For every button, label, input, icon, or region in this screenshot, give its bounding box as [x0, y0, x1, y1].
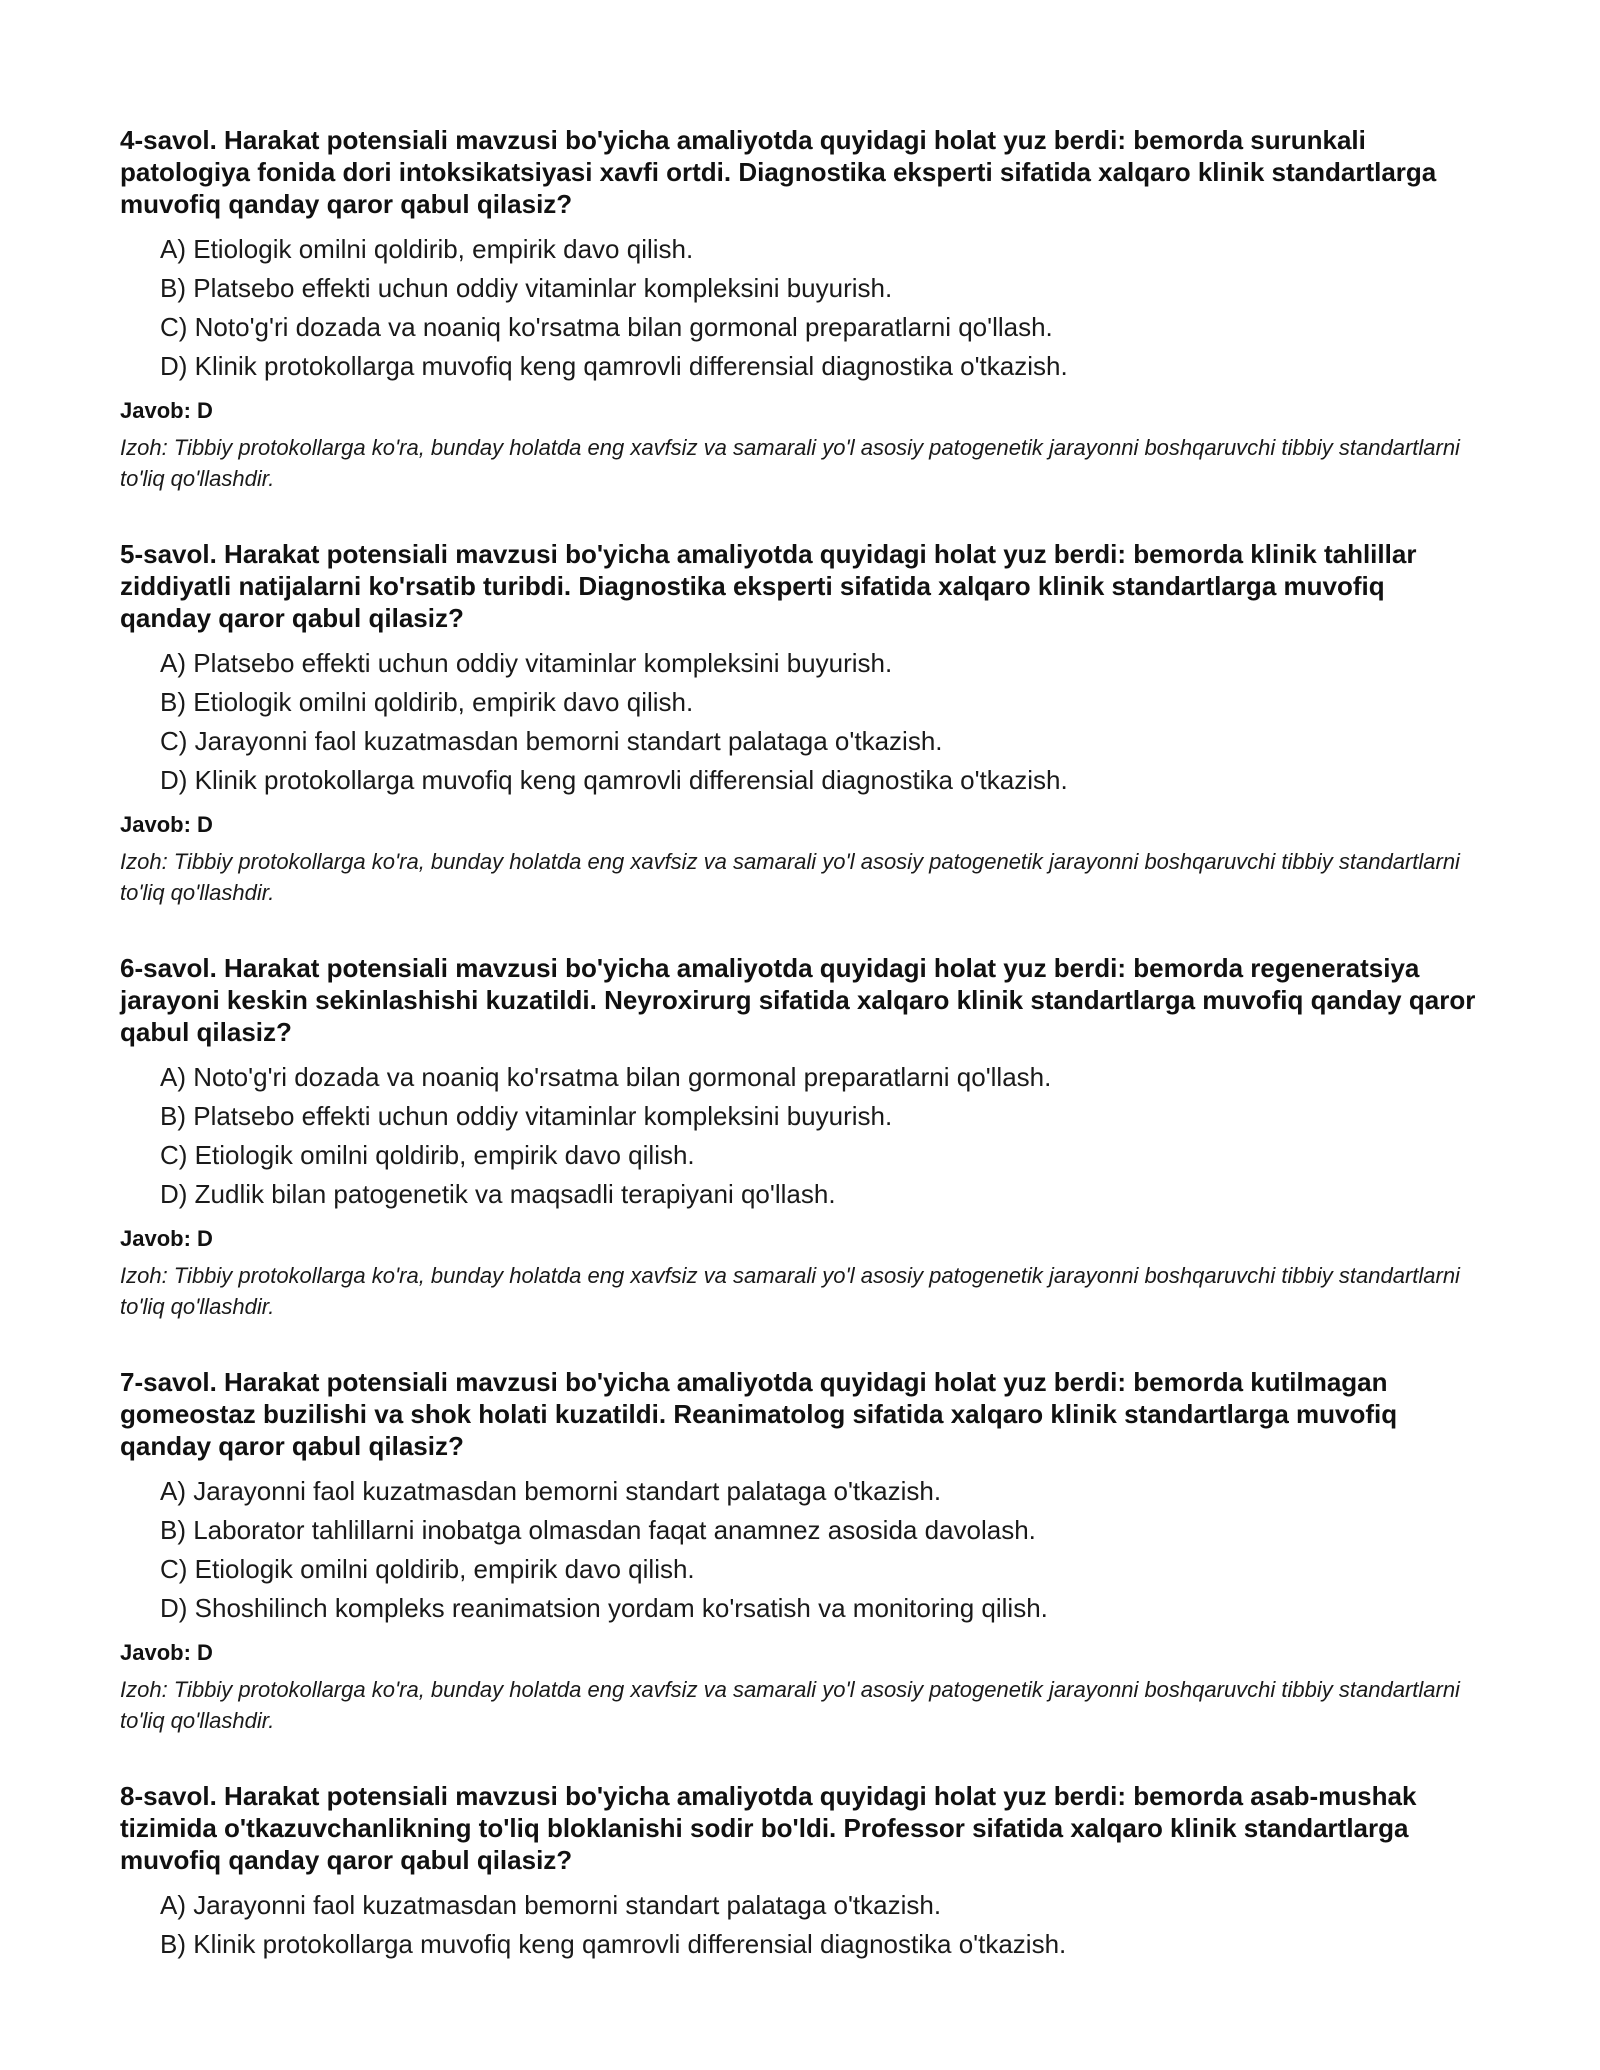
option-b: B) Laborator tahlillarni inobatga olmasdan faqat anamnez asosida davolash. [160, 1515, 1036, 1545]
option-c: C) Etiologik omilni qoldirib, empirik davo qilish. [160, 1554, 695, 1584]
question-text: 8-savol. Harakat potensiali mavzusi bo'yicha amaliyotda quyidagi holat yuz berdi: bemorda asab-mushak tizimida o'tkazuvchanlikning to'liq bloklanishi sodir bo'ldi. Professor sifatida xalqaro klinik standartlarga muvofiq qanday qaror qabul qilasiz? [120, 1781, 1417, 1875]
options-list [120, 1886, 1480, 1964]
explanation-text: Izoh: Tibbiy protokollarga ko'ra, bunday holatda eng xavfsiz va samarali yo'l asosiy patogenetik jarayonni boshqaruvchi tibbiy standartlarni to'liq qo'llashdir. [120, 849, 1460, 905]
option-d: D) Klinik protokollarga muvofiq keng qamrovli differensial diagnostika o'tkazish. [160, 765, 1068, 795]
answer-text: Javob: D [120, 1226, 213, 1251]
option-c: C) Noto'g'ri dozada va noaniq ko'rsatma bilan gormonal preparatlarni qo'llash. [160, 312, 1053, 342]
option-b: B) Klinik protokollarga muvofiq keng qamrovli differensial diagnostika o'tkazish. [160, 1929, 1067, 1959]
option-a: A) Etiologik omilni qoldirib, empirik davo qilish. [160, 234, 694, 264]
question-text: 4-savol. Harakat potensiali mavzusi bo'yicha amaliyotda quyidagi holat yuz berdi: bemorda surunkali patologiya fonida dori intoksikatsiyasi xavfi ortdi. Diagnostika eksperti sifatida xalqaro klinik standartlarga muvofiq qanday qaror qabul qilasiz? [120, 125, 1437, 219]
explanation-text: Izoh: Tibbiy protokollarga ko'ra, bunday holatda eng xavfsiz va samarali yo'l asosiy patogenetik jarayonni boshqaruvchi tibbiy standartlarni to'liq qo'llashdir. [120, 1677, 1460, 1733]
options-list [120, 1472, 1480, 1628]
option-a: A) Platsebo effekti uchun oddiy vitaminlar kompleksini buyurish. [160, 648, 893, 678]
question-block [120, 952, 1480, 1322]
question-block [120, 1780, 1480, 1964]
explanation-text: Izoh: Tibbiy protokollarga ko'ra, bunday holatda eng xavfsiz va samarali yo'l asosiy patogenetik jarayonni boshqaruvchi tibbiy standartlarni to'liq qo'llashdir. [120, 1263, 1460, 1319]
option-d: D) Shoshilinch kompleks reanimatsion yordam ko'rsatish va monitoring qilish. [160, 1593, 1048, 1623]
option-a: A) Jarayonni faol kuzatmasdan bemorni standart palataga o'tkazish. [160, 1890, 942, 1920]
option-b: B) Platsebo effekti uchun oddiy vitaminlar kompleksini buyurish. [160, 1101, 893, 1131]
answer-text: Javob: D [120, 1640, 213, 1665]
option-a: A) Noto'g'ri dozada va noaniq ko'rsatma bilan gormonal preparatlarni qo'llash. [160, 1062, 1052, 1092]
option-c: C) Jarayonni faol kuzatmasdan bemorni standart palataga o'tkazish. [160, 726, 943, 756]
options-list [120, 1058, 1480, 1214]
question-block [120, 124, 1480, 494]
option-d: D) Klinik protokollarga muvofiq keng qamrovli differensial diagnostika o'tkazish. [160, 351, 1068, 381]
question-block [120, 538, 1480, 908]
option-a: A) Jarayonni faol kuzatmasdan bemorni standart palataga o'tkazish. [160, 1476, 942, 1506]
answer-text: Javob: D [120, 398, 213, 423]
option-b: B) Platsebo effekti uchun oddiy vitaminlar kompleksini buyurish. [160, 273, 893, 303]
question-text: 7-savol. Harakat potensiali mavzusi bo'yicha amaliyotda quyidagi holat yuz berdi: bemorda kutilmagan gomeostaz buzilishi va shok holati kuzatildi. Reanimatolog sifatida xalqaro klinik standartlarga muvofiq qanday qaror qabul qilasiz? [120, 1367, 1398, 1461]
option-d: D) Zudlik bilan patogenetik va maqsadli terapiyani qo'llash. [160, 1179, 836, 1209]
options-list [120, 644, 1480, 800]
options-list [120, 230, 1480, 386]
answer-text: Javob: D [120, 812, 213, 837]
question-block [120, 1366, 1480, 1736]
option-c: C) Etiologik omilni qoldirib, empirik davo qilish. [160, 1140, 695, 1170]
question-text: 6-savol. Harakat potensiali mavzusi bo'yicha amaliyotda quyidagi holat yuz berdi: bemorda regeneratsiya jarayoni keskin sekinlashishi kuzatildi. Neyroxirurg sifatida xalqaro klinik standartlarga muvofiq qanday qaror qabul qilasiz? [120, 953, 1476, 1047]
question-text: 5-savol. Harakat potensiali mavzusi bo'yicha amaliyotda quyidagi holat yuz berdi: bemorda klinik tahlillar ziddiyatli natijalarni ko'rsatib turibdi. Diagnostika eksperti sifatida xalqaro klinik standartlarga muvofiq qanday qaror qabul qilasiz? [120, 539, 1417, 633]
option-b: B) Etiologik omilni qoldirib, empirik davo qilish. [160, 687, 694, 717]
explanation-text: Izoh: Tibbiy protokollarga ko'ra, bunday holatda eng xavfsiz va samarali yo'l asosiy patogenetik jarayonni boshqaruvchi tibbiy standartlarni to'liq qo'llashdir. [120, 435, 1460, 491]
